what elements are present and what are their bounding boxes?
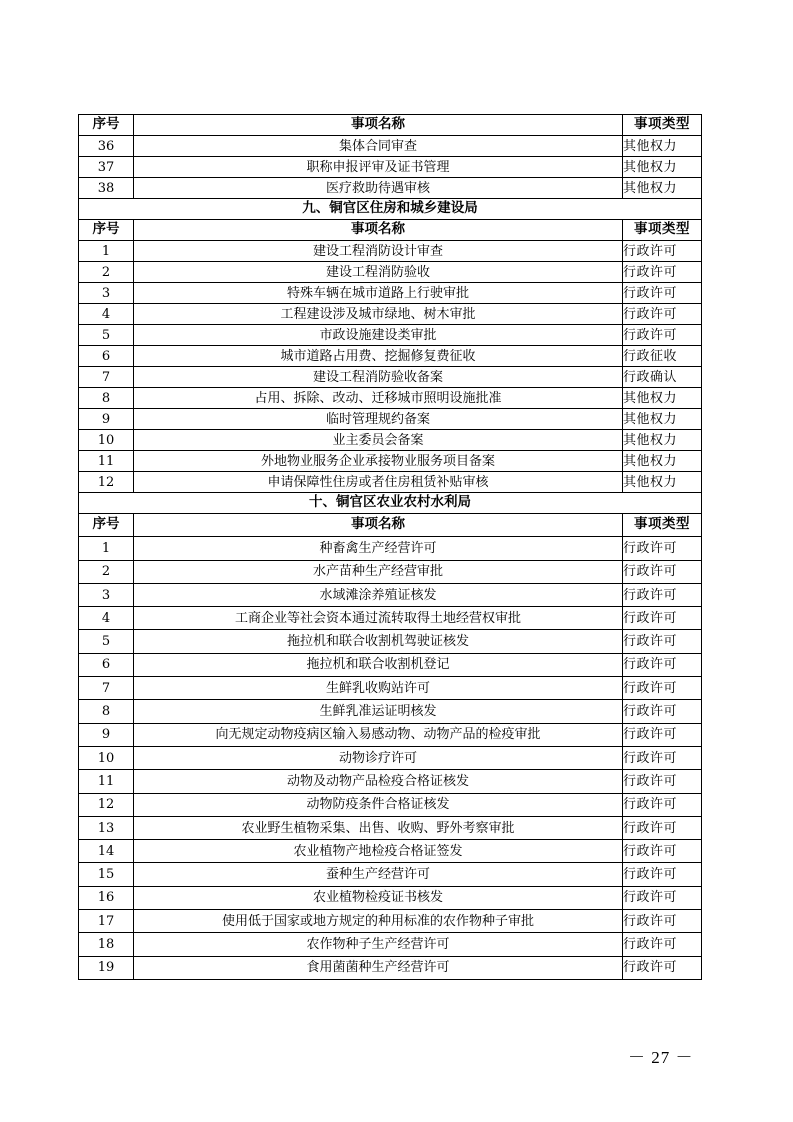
row-name: 种畜禽生产经营许可 [134, 537, 623, 560]
table-row [79, 910, 702, 933]
row-type: 行政许可 [623, 700, 702, 723]
row-type: 行政许可 [623, 241, 702, 262]
row-seq: 12 [79, 472, 134, 493]
row-seq: 10 [79, 430, 134, 451]
row-type: 行政许可 [623, 583, 702, 606]
row-seq: 38 [79, 178, 134, 199]
row-name: 动物诊疗许可 [134, 746, 623, 769]
table-row [79, 430, 702, 451]
section-title-row [79, 493, 702, 514]
row-type: 其他权力 [623, 388, 702, 409]
row-name: 建设工程消防设计审查 [134, 241, 623, 262]
row-name: 特殊车辆在城市道路上行驶审批 [134, 283, 623, 304]
row-seq: 18 [79, 933, 134, 956]
row-name: 申请保障性住房或者住房租赁补贴审核 [134, 472, 623, 493]
row-seq: 1 [79, 241, 134, 262]
row-type: 其他权力 [623, 409, 702, 430]
table-row [79, 723, 702, 746]
table-row [79, 840, 702, 863]
row-name: 使用低于国家或地方规定的种用标准的农作物种子审批 [134, 910, 623, 933]
table-row [79, 409, 702, 430]
table-row [79, 472, 702, 493]
table-row [79, 367, 702, 388]
row-type: 行政许可 [623, 325, 702, 346]
row-type: 行政许可 [623, 840, 702, 863]
row-seq: 8 [79, 388, 134, 409]
header-type: 事项类型 [623, 220, 702, 241]
table-row [79, 325, 702, 346]
row-type: 行政许可 [623, 653, 702, 676]
row-type: 行政许可 [623, 537, 702, 560]
row-seq: 5 [79, 630, 134, 653]
row-seq: 1 [79, 537, 134, 560]
table-row [79, 136, 702, 157]
row-type: 行政许可 [623, 956, 702, 979]
section-title: 九、铜官区住房和城乡建设局 [79, 199, 702, 220]
row-type: 行政许可 [623, 607, 702, 630]
row-name: 生鲜乳收购站许可 [134, 677, 623, 700]
table-row [79, 677, 702, 700]
row-name: 农业野生植物采集、出售、收购、野外考察审批 [134, 816, 623, 839]
row-seq: 5 [79, 325, 134, 346]
table-row [79, 746, 702, 769]
row-seq: 8 [79, 700, 134, 723]
row-seq: 14 [79, 840, 134, 863]
table-row [79, 304, 702, 325]
table-row [79, 630, 702, 653]
row-seq: 11 [79, 451, 134, 472]
row-type: 行政许可 [623, 770, 702, 793]
table-header-row [79, 220, 702, 241]
header-name: 事项名称 [134, 514, 623, 537]
row-name: 外地物业服务企业承接物业服务项目备案 [134, 451, 623, 472]
row-seq: 9 [79, 723, 134, 746]
row-name: 蚕种生产经营许可 [134, 863, 623, 886]
row-name: 业主委员会备案 [134, 430, 623, 451]
row-seq: 10 [79, 746, 134, 769]
row-type: 行政征收 [623, 346, 702, 367]
row-name: 动物及动物产品检疫合格证核发 [134, 770, 623, 793]
table-row [79, 388, 702, 409]
row-seq: 11 [79, 770, 134, 793]
row-name: 水域滩涂养殖证核发 [134, 583, 623, 606]
table-row [79, 793, 702, 816]
table-row [79, 956, 702, 979]
row-seq: 3 [79, 283, 134, 304]
table-row [79, 653, 702, 676]
row-type: 其他权力 [623, 430, 702, 451]
table-row [79, 607, 702, 630]
section-title: 十、铜官区农业农村水利局 [79, 493, 702, 514]
table-row [79, 583, 702, 606]
table-row [79, 560, 702, 583]
row-name: 工程建设涉及城市绿地、树木审批 [134, 304, 623, 325]
row-name: 拖拉机和联合收割机驾驶证核发 [134, 630, 623, 653]
header-name: 事项名称 [134, 220, 623, 241]
header-seq: 序号 [79, 514, 134, 537]
row-seq: 4 [79, 304, 134, 325]
row-seq: 7 [79, 677, 134, 700]
row-seq: 12 [79, 793, 134, 816]
table-row [79, 537, 702, 560]
row-type: 行政确认 [623, 367, 702, 388]
table-row [79, 262, 702, 283]
row-seq: 15 [79, 863, 134, 886]
row-type: 其他权力 [623, 136, 702, 157]
row-type: 行政许可 [623, 933, 702, 956]
row-name: 市政设施建设类审批 [134, 325, 623, 346]
table-row [79, 451, 702, 472]
header-seq: 序号 [79, 115, 134, 136]
row-type: 行政许可 [623, 304, 702, 325]
row-name: 食用菌菌种生产经营许可 [134, 956, 623, 979]
row-name: 生鲜乳准运证明核发 [134, 700, 623, 723]
table-row [79, 241, 702, 262]
row-type: 其他权力 [623, 157, 702, 178]
row-type: 行政许可 [623, 723, 702, 746]
table-row [79, 863, 702, 886]
row-seq: 37 [79, 157, 134, 178]
power-list-table [78, 114, 702, 980]
row-type: 其他权力 [623, 178, 702, 199]
header-type: 事项类型 [623, 115, 702, 136]
row-type: 行政许可 [623, 863, 702, 886]
row-name: 农作物种子生产经营许可 [134, 933, 623, 956]
row-type: 行政许可 [623, 816, 702, 839]
row-name: 占用、拆除、改动、迁移城市照明设施批准 [134, 388, 623, 409]
row-seq: 2 [79, 560, 134, 583]
table-row [79, 346, 702, 367]
row-seq: 6 [79, 653, 134, 676]
row-type: 行政许可 [623, 746, 702, 769]
table-row [79, 770, 702, 793]
row-name: 拖拉机和联合收割机登记 [134, 653, 623, 676]
row-name: 水产苗种生产经营审批 [134, 560, 623, 583]
table-row [79, 700, 702, 723]
header-type: 事项类型 [623, 514, 702, 537]
table-header-row [79, 514, 702, 537]
row-name: 医疗救助待遇审核 [134, 178, 623, 199]
table-row [79, 283, 702, 304]
row-type: 其他权力 [623, 451, 702, 472]
header-seq: 序号 [79, 220, 134, 241]
row-seq: 4 [79, 607, 134, 630]
row-name: 建设工程消防验收备案 [134, 367, 623, 388]
table-row [79, 886, 702, 909]
row-seq: 17 [79, 910, 134, 933]
row-seq: 19 [79, 956, 134, 979]
table-body [79, 115, 702, 980]
row-seq: 9 [79, 409, 134, 430]
row-seq: 13 [79, 816, 134, 839]
row-type: 行政许可 [623, 793, 702, 816]
row-name: 工商企业等社会资本通过流转取得土地经营权审批 [134, 607, 623, 630]
row-type: 行政许可 [623, 677, 702, 700]
header-name: 事项名称 [134, 115, 623, 136]
row-name: 农业植物检疫证书核发 [134, 886, 623, 909]
row-seq: 16 [79, 886, 134, 909]
row-seq: 6 [79, 346, 134, 367]
section-title-row [79, 199, 702, 220]
row-type: 行政许可 [623, 630, 702, 653]
row-name: 建设工程消防验收 [134, 262, 623, 283]
table-row [79, 178, 702, 199]
page-number: － 27 － [628, 1048, 694, 1067]
table-row [79, 933, 702, 956]
row-name: 动物防疫条件合格证核发 [134, 793, 623, 816]
table-row [79, 157, 702, 178]
row-name: 农业植物产地检疫合格证签发 [134, 840, 623, 863]
row-type: 行政许可 [623, 886, 702, 909]
row-type: 行政许可 [623, 283, 702, 304]
table-row [79, 816, 702, 839]
row-type: 其他权力 [623, 472, 702, 493]
row-seq: 2 [79, 262, 134, 283]
row-type: 行政许可 [623, 910, 702, 933]
row-name: 职称申报评审及证书管理 [134, 157, 623, 178]
row-seq: 36 [79, 136, 134, 157]
row-type: 行政许可 [623, 262, 702, 283]
row-seq: 7 [79, 367, 134, 388]
row-name: 临时管理规约备案 [134, 409, 623, 430]
table-header-row [79, 115, 702, 136]
row-name: 集体合同审查 [134, 136, 623, 157]
row-type: 行政许可 [623, 560, 702, 583]
row-name: 向无规定动物疫病区输入易感动物、动物产品的检疫审批 [134, 723, 623, 746]
row-seq: 3 [79, 583, 134, 606]
row-name: 城市道路占用费、挖掘修复费征收 [134, 346, 623, 367]
